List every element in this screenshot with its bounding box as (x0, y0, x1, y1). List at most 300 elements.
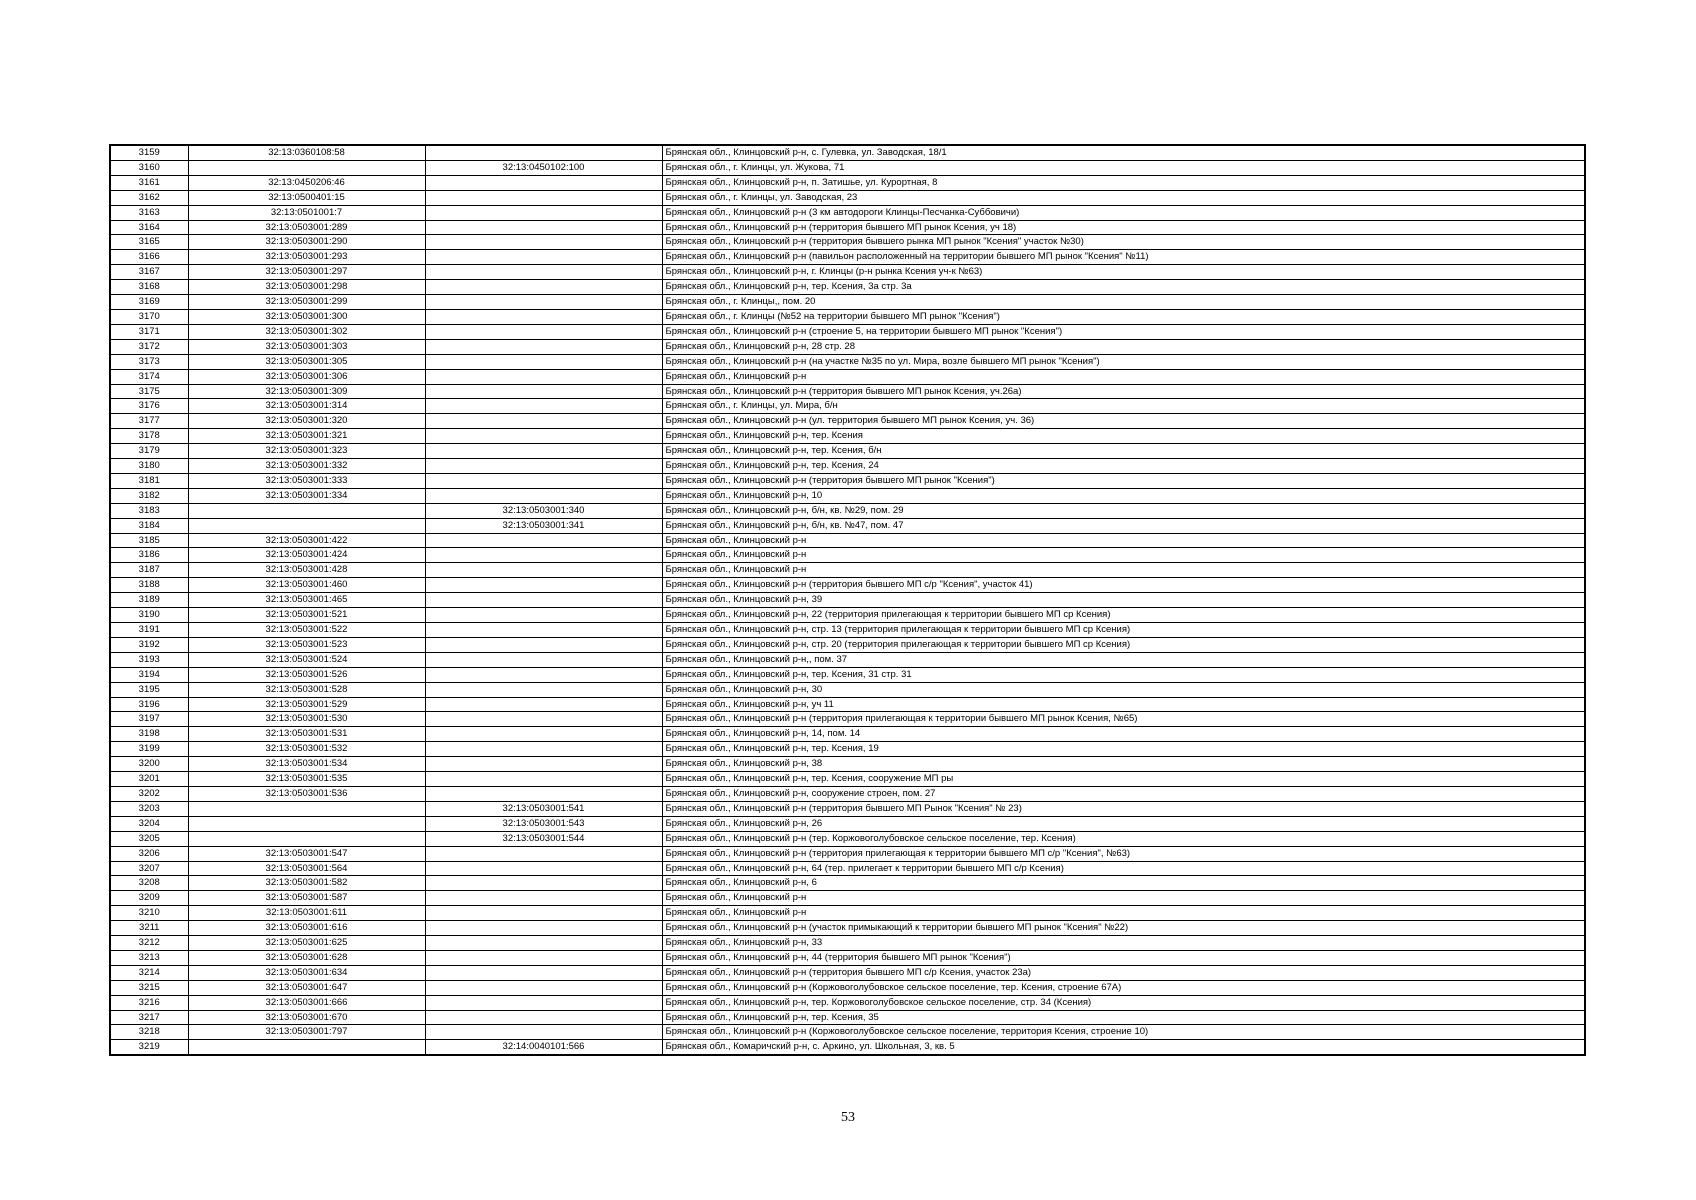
cadastral-number-alt-cell (425, 712, 662, 727)
row-number-cell: 3206 (110, 846, 188, 861)
table-row (110, 697, 1585, 712)
table-row (110, 160, 1585, 175)
cadastral-number-alt-cell: 32:14:0040101:566 (425, 1040, 662, 1055)
cadastral-number-alt-cell (425, 772, 662, 787)
row-number-cell: 3181 (110, 473, 188, 488)
address-cell: Брянская обл., Клинцовский р-н (Коржовоголубовское сельское поселение, территория Ксения, строение 10) (662, 1025, 1585, 1040)
cadastral-number-alt-cell (425, 697, 662, 712)
cadastral-number-alt-cell (425, 637, 662, 652)
cadastral-number-alt-cell (425, 339, 662, 354)
table-row (110, 652, 1585, 667)
cadastral-number-alt-cell (425, 220, 662, 235)
table-row (110, 563, 1585, 578)
row-number-cell: 3194 (110, 667, 188, 682)
registry-table-body (110, 145, 1585, 1055)
cadastral-number-alt-cell (425, 667, 662, 682)
cadastral-number-cell: 32:13:0503001:306 (188, 369, 425, 384)
cadastral-number-cell: 32:13:0503001:309 (188, 384, 425, 399)
table-row (110, 459, 1585, 474)
cadastral-number-alt-cell (425, 757, 662, 772)
table-row (110, 861, 1585, 876)
row-number-cell: 3214 (110, 965, 188, 980)
cadastral-number-alt-cell (425, 533, 662, 548)
table-row (110, 936, 1585, 951)
cadastral-number-alt-cell (425, 682, 662, 697)
cadastral-number-alt-cell: 32:13:0503001:543 (425, 816, 662, 831)
cadastral-number-cell: 32:13:0503001:547 (188, 846, 425, 861)
row-number-cell: 3190 (110, 608, 188, 623)
cadastral-number-cell: 32:13:0500401:15 (188, 190, 425, 205)
table-row (110, 399, 1585, 414)
table-row (110, 891, 1585, 906)
row-number-cell: 3217 (110, 1010, 188, 1025)
row-number-cell: 3205 (110, 831, 188, 846)
address-cell: Брянская обл., г. Клинцы, ул. Заводская, 23 (662, 190, 1585, 205)
address-cell: Брянская обл., Клинцовский р-н (территория прилегающая к территории бывшего МП с/р "Ксения", №63) (662, 846, 1585, 861)
row-number-cell: 3169 (110, 295, 188, 310)
cadastral-number-cell: 32:13:0503001:564 (188, 861, 425, 876)
row-number-cell: 3200 (110, 757, 188, 772)
cadastral-number-alt-cell (425, 995, 662, 1010)
row-number-cell: 3165 (110, 235, 188, 250)
row-number-cell: 3185 (110, 533, 188, 548)
cadastral-number-alt-cell (425, 145, 662, 160)
cadastral-number-cell: 32:13:0503001:647 (188, 980, 425, 995)
row-number-cell: 3212 (110, 936, 188, 951)
cadastral-number-cell: 32:13:0503001:531 (188, 727, 425, 742)
row-number-cell: 3201 (110, 772, 188, 787)
address-cell: Брянская обл., Клинцовский р-н (3 км автодороги Клинцы-Песчанка-Суббовичи) (662, 205, 1585, 220)
table-row (110, 384, 1585, 399)
address-cell: Брянская обл., Клинцовский р-н, стр. 13 (территория прилегающая к территории бывшего МП ср Ксения) (662, 623, 1585, 638)
table-row (110, 265, 1585, 280)
row-number-cell: 3188 (110, 578, 188, 593)
address-cell: Брянская обл., Клинцовский р-н, тер. Ксения (662, 429, 1585, 444)
table-row (110, 339, 1585, 354)
table-row (110, 444, 1585, 459)
address-cell: Брянская обл., Клинцовский р-н (территория бывшего МП с/р "Ксения", участок 41) (662, 578, 1585, 593)
address-cell: Брянская обл., Клинцовский р-н, г. Клинцы (р-н рынка Ксения уч-к №63) (662, 265, 1585, 280)
address-cell: Брянская обл., Клинцовский р-н (662, 906, 1585, 921)
cadastral-number-alt-cell (425, 473, 662, 488)
row-number-cell: 3167 (110, 265, 188, 280)
row-number-cell: 3197 (110, 712, 188, 727)
table-row (110, 593, 1585, 608)
cadastral-number-alt-cell (425, 891, 662, 906)
table-row (110, 876, 1585, 891)
table-row (110, 682, 1585, 697)
row-number-cell: 3198 (110, 727, 188, 742)
cadastral-number-cell: 32:13:0503001:314 (188, 399, 425, 414)
cadastral-number-alt-cell (425, 384, 662, 399)
address-cell: Брянская обл., Клинцовский р-н (662, 563, 1585, 578)
page-number: 53 (841, 1110, 855, 1125)
row-number-cell: 3175 (110, 384, 188, 399)
cadastral-number-cell (188, 831, 425, 846)
address-cell: Брянская обл., Клинцовский р-н, тер. Коржовоголубовское сельское поселение, стр. 34 (Ксения) (662, 995, 1585, 1010)
cadastral-number-alt-cell (425, 205, 662, 220)
cadastral-number-cell: 32:13:0503001:460 (188, 578, 425, 593)
row-number-cell: 3160 (110, 160, 188, 175)
cadastral-number-cell: 32:13:0360108:58 (188, 145, 425, 160)
table-row (110, 414, 1585, 429)
row-number-cell: 3180 (110, 459, 188, 474)
cadastral-number-alt-cell (425, 652, 662, 667)
table-row (110, 801, 1585, 816)
table-row (110, 1040, 1585, 1055)
row-number-cell: 3211 (110, 921, 188, 936)
cadastral-number-alt-cell (425, 593, 662, 608)
address-cell: Брянская обл., Клинцовский р-н (662, 533, 1585, 548)
cadastral-number-alt-cell (425, 1010, 662, 1025)
row-number-cell: 3162 (110, 190, 188, 205)
cadastral-number-cell: 32:13:0503001:530 (188, 712, 425, 727)
row-number-cell: 3168 (110, 280, 188, 295)
cadastral-number-alt-cell (425, 1025, 662, 1040)
property-registry-table (109, 144, 1586, 1056)
table-row (110, 950, 1585, 965)
address-cell: Брянская обл., Клинцовский р-н (строение 5, на территории бывшего МП рынок "Ксения") (662, 324, 1585, 339)
row-number-cell: 3183 (110, 503, 188, 518)
cadastral-number-alt-cell (425, 548, 662, 563)
cadastral-number-alt-cell (425, 190, 662, 205)
cadastral-number-alt-cell (425, 414, 662, 429)
cadastral-number-alt-cell (425, 727, 662, 742)
table-row (110, 533, 1585, 548)
table-row (110, 742, 1585, 757)
table-row (110, 295, 1585, 310)
cadastral-number-cell (188, 160, 425, 175)
cadastral-number-cell: 32:13:0503001:299 (188, 295, 425, 310)
address-cell: Брянская обл., Клинцовский р-н, п. Затишье, ул. Курортная, 8 (662, 175, 1585, 190)
table-row (110, 608, 1585, 623)
table-row (110, 712, 1585, 727)
address-cell: Брянская обл., г. Клинцы, ул. Мира, б/н (662, 399, 1585, 414)
cadastral-number-alt-cell: 32:13:0503001:544 (425, 831, 662, 846)
cadastral-number-alt-cell (425, 578, 662, 593)
address-cell: Брянская обл., Клинцовский р-н, 10 (662, 488, 1585, 503)
address-cell: Брянская обл., Клинцовский р-н, с. Гулевка, ул. Заводская, 18/1 (662, 145, 1585, 160)
cadastral-number-cell: 32:13:0503001:666 (188, 995, 425, 1010)
row-number-cell: 3208 (110, 876, 188, 891)
cadastral-number-alt-cell (425, 965, 662, 980)
cadastral-number-alt-cell (425, 563, 662, 578)
cadastral-number-alt-cell (425, 608, 662, 623)
address-cell: Брянская обл., Клинцовский р-н, тер. Ксения, 35 (662, 1010, 1585, 1025)
cadastral-number-cell: 32:13:0503001:528 (188, 682, 425, 697)
table-row (110, 1010, 1585, 1025)
row-number-cell: 3199 (110, 742, 188, 757)
address-cell: Брянская обл., Клинцовский р-н (662, 548, 1585, 563)
cadastral-number-cell: 32:13:0450206:46 (188, 175, 425, 190)
cadastral-number-cell: 32:13:0503001:332 (188, 459, 425, 474)
cadastral-number-cell: 32:13:0503001:303 (188, 339, 425, 354)
address-cell: Брянская обл., Клинцовский р-н (территория бывшего МП с/р Ксения, участок 23а) (662, 965, 1585, 980)
row-number-cell: 3218 (110, 1025, 188, 1040)
address-cell: Брянская обл., Клинцовский р-н (территория бывшего МП рынок Ксения, уч.26а) (662, 384, 1585, 399)
cadastral-number-alt-cell (425, 921, 662, 936)
table-row (110, 429, 1585, 444)
cadastral-number-alt-cell (425, 742, 662, 757)
table-row (110, 623, 1585, 638)
cadastral-number-cell (188, 518, 425, 533)
address-cell: Брянская обл., Клинцовский р-н, тер. Ксения, 19 (662, 742, 1585, 757)
row-number-cell: 3191 (110, 623, 188, 638)
table-row (110, 280, 1585, 295)
table-row (110, 503, 1585, 518)
cadastral-number-cell: 32:13:0503001:333 (188, 473, 425, 488)
table-row (110, 667, 1585, 682)
cadastral-number-alt-cell (425, 876, 662, 891)
row-number-cell: 3204 (110, 816, 188, 831)
row-number-cell: 3186 (110, 548, 188, 563)
address-cell: Брянская обл., Клинцовский р-н, 38 (662, 757, 1585, 772)
table-row (110, 578, 1585, 593)
table-row (110, 488, 1585, 503)
table-row (110, 369, 1585, 384)
cadastral-number-cell: 32:13:0503001:523 (188, 637, 425, 652)
cadastral-number-alt-cell (425, 488, 662, 503)
address-cell: Брянская обл., Клинцовский р-н (территория прилегающая к территории бывшего МП рынок Ксения, №65) (662, 712, 1585, 727)
cadastral-number-alt-cell (425, 444, 662, 459)
row-number-cell: 3174 (110, 369, 188, 384)
cadastral-number-alt-cell (425, 846, 662, 861)
cadastral-number-alt-cell (425, 429, 662, 444)
cadastral-number-cell: 32:13:0503001:298 (188, 280, 425, 295)
cadastral-number-alt-cell: 32:13:0503001:340 (425, 503, 662, 518)
table-row (110, 786, 1585, 801)
cadastral-number-cell (188, 801, 425, 816)
address-cell: Брянская обл., Клинцовский р-н, 64 (тер. прилегает к территории бывшего МП с/р Ксения) (662, 861, 1585, 876)
cadastral-number-cell: 32:13:0503001:422 (188, 533, 425, 548)
table-row (110, 1025, 1585, 1040)
address-cell: Брянская обл., Клинцовский р-н (павильон расположенный на территории бывшего МП рынок "Ксения" №11) (662, 250, 1585, 265)
row-number-cell: 3176 (110, 399, 188, 414)
table-row (110, 145, 1585, 160)
address-cell: Брянская обл., Комаричский р-н, с. Аркино, ул. Школьная, 3, кв. 5 (662, 1040, 1585, 1055)
cadastral-number-alt-cell (425, 354, 662, 369)
address-cell: Брянская обл., Клинцовский р-н, тер. Ксения, 24 (662, 459, 1585, 474)
cadastral-number-alt-cell: 32:13:0450102:100 (425, 160, 662, 175)
cadastral-number-cell: 32:13:0503001:534 (188, 757, 425, 772)
cadastral-number-cell (188, 1040, 425, 1055)
cadastral-number-alt-cell (425, 280, 662, 295)
address-cell: Брянская обл., Клинцовский р-н (территория бывшего МП рынок Ксения, уч 18) (662, 220, 1585, 235)
row-number-cell: 3179 (110, 444, 188, 459)
row-number-cell: 3195 (110, 682, 188, 697)
cadastral-number-cell: 32:13:0503001:522 (188, 623, 425, 638)
cadastral-number-cell: 32:13:0503001:628 (188, 950, 425, 965)
row-number-cell: 3193 (110, 652, 188, 667)
cadastral-number-cell: 32:13:0503001:634 (188, 965, 425, 980)
cadastral-number-alt-cell (425, 980, 662, 995)
address-cell: Брянская обл., Клинцовский р-н, 26 (662, 816, 1585, 831)
address-cell: Брянская обл., Клинцовский р-н, 6 (662, 876, 1585, 891)
cadastral-number-cell: 32:13:0503001:321 (188, 429, 425, 444)
table-row (110, 921, 1585, 936)
address-cell: Брянская обл., Клинцовский р-н, б/н, кв. №47, пом. 47 (662, 518, 1585, 533)
address-cell: Брянская обл., Клинцовский р-н, 30 (662, 682, 1585, 697)
cadastral-number-cell: 32:13:0503001:305 (188, 354, 425, 369)
row-number-cell: 3173 (110, 354, 188, 369)
table-row (110, 354, 1585, 369)
table-row (110, 637, 1585, 652)
row-number-cell: 3203 (110, 801, 188, 816)
cadastral-number-alt-cell (425, 623, 662, 638)
address-cell: Брянская обл., Клинцовский р-н (территория бывшего рынка МП рынок "Ксения" участок №30) (662, 235, 1585, 250)
table-row (110, 980, 1585, 995)
cadastral-number-cell: 32:13:0503001:535 (188, 772, 425, 787)
row-number-cell: 3216 (110, 995, 188, 1010)
row-number-cell: 3171 (110, 324, 188, 339)
address-cell: Брянская обл., Клинцовский р-н, тер. Ксения, б/н (662, 444, 1585, 459)
cadastral-number-cell: 32:13:0503001:611 (188, 906, 425, 921)
cadastral-number-cell: 32:13:0503001:290 (188, 235, 425, 250)
cadastral-number-cell: 32:13:0503001:616 (188, 921, 425, 936)
cadastral-number-alt-cell (425, 399, 662, 414)
cadastral-number-alt-cell: 32:13:0503001:541 (425, 801, 662, 816)
table-row (110, 518, 1585, 533)
cadastral-number-alt-cell (425, 369, 662, 384)
cadastral-number-cell: 32:13:0503001:526 (188, 667, 425, 682)
row-number-cell: 3166 (110, 250, 188, 265)
address-cell: Брянская обл., г. Клинцы, ул. Жукова, 71 (662, 160, 1585, 175)
row-number-cell: 3207 (110, 861, 188, 876)
table-row (110, 995, 1585, 1010)
cadastral-number-cell: 32:13:0503001:582 (188, 876, 425, 891)
cadastral-number-cell: 32:13:0503001:334 (188, 488, 425, 503)
address-cell: Брянская обл., Клинцовский р-н (участок примыкающий к территории бывшего МП рынок "Ксения" №22) (662, 921, 1585, 936)
row-number-cell: 3189 (110, 593, 188, 608)
address-cell: Брянская обл., Клинцовский р-н, тер. Ксения, 3а стр. 3а (662, 280, 1585, 295)
cadastral-number-cell: 32:13:0501001:7 (188, 205, 425, 220)
table-row (110, 190, 1585, 205)
cadastral-number-cell: 32:13:0503001:428 (188, 563, 425, 578)
table-row (110, 235, 1585, 250)
address-cell: Брянская обл., Клинцовский р-н, 33 (662, 936, 1585, 951)
cadastral-number-alt-cell (425, 175, 662, 190)
cadastral-number-alt-cell (425, 786, 662, 801)
row-number-cell: 3163 (110, 205, 188, 220)
cadastral-number-cell: 32:13:0503001:532 (188, 742, 425, 757)
cadastral-number-cell: 32:13:0503001:797 (188, 1025, 425, 1040)
cadastral-number-cell: 32:13:0503001:297 (188, 265, 425, 280)
row-number-cell: 3219 (110, 1040, 188, 1055)
table-row (110, 965, 1585, 980)
cadastral-number-alt-cell (425, 250, 662, 265)
cadastral-number-alt-cell (425, 459, 662, 474)
row-number-cell: 3161 (110, 175, 188, 190)
cadastral-number-alt-cell (425, 906, 662, 921)
cadastral-number-alt-cell (425, 861, 662, 876)
row-number-cell: 3213 (110, 950, 188, 965)
cadastral-number-alt-cell (425, 309, 662, 324)
address-cell: Брянская обл., Клинцовский р-н (Коржовоголубовское сельское поселение, тер. Ксения, строение 67А) (662, 980, 1585, 995)
row-number-cell: 3159 (110, 145, 188, 160)
table-row (110, 324, 1585, 339)
table-row (110, 309, 1585, 324)
row-number-cell: 3184 (110, 518, 188, 533)
row-number-cell: 3178 (110, 429, 188, 444)
address-cell: Брянская обл., г. Клинцы,, пом. 20 (662, 295, 1585, 310)
cadastral-number-alt-cell (425, 950, 662, 965)
address-cell: Брянская обл., Клинцовский р-н (662, 891, 1585, 906)
address-cell: Брянская обл., Клинцовский р-н, 14, пом. 14 (662, 727, 1585, 742)
table-row (110, 846, 1585, 861)
cadastral-number-cell (188, 816, 425, 831)
table-row (110, 205, 1585, 220)
address-cell: Брянская обл., Клинцовский р-н,, пом. 37 (662, 652, 1585, 667)
address-cell: Брянская обл., Клинцовский р-н, 22 (территория прилегающая к территории бывшего МП ср Ксения) (662, 608, 1585, 623)
cadastral-number-alt-cell (425, 235, 662, 250)
address-cell: Брянская обл., Клинцовский р-н (тер. Коржовоголубовское сельское поселение, тер. Ксения) (662, 831, 1585, 846)
cadastral-number-cell: 32:13:0503001:323 (188, 444, 425, 459)
cadastral-number-alt-cell (425, 265, 662, 280)
table-row (110, 831, 1585, 846)
address-cell: Брянская обл., Клинцовский р-н, уч 11 (662, 697, 1585, 712)
row-number-cell: 3209 (110, 891, 188, 906)
table-row (110, 757, 1585, 772)
address-cell: Брянская обл., Клинцовский р-н (на участке №35 по ул. Мира, возле бывшего МП рынок "Ксения") (662, 354, 1585, 369)
table-row (110, 906, 1585, 921)
row-number-cell: 3192 (110, 637, 188, 652)
row-number-cell: 3164 (110, 220, 188, 235)
row-number-cell: 3196 (110, 697, 188, 712)
cadastral-number-cell (188, 503, 425, 518)
table-row (110, 250, 1585, 265)
cadastral-number-cell: 32:13:0503001:670 (188, 1010, 425, 1025)
address-cell: Брянская обл., Клинцовский р-н, тер. Ксения, сооружение МП ры (662, 772, 1585, 787)
address-cell: Брянская обл., Клинцовский р-н (ул. территория бывшего МП рынок Ксения, уч. 36) (662, 414, 1585, 429)
address-cell: Брянская обл., Клинцовский р-н, 44 (территория бывшего МП рынок "Ксения") (662, 950, 1585, 965)
table-row (110, 772, 1585, 787)
cadastral-number-alt-cell (425, 295, 662, 310)
row-number-cell: 3172 (110, 339, 188, 354)
address-cell: Брянская обл., г. Клинцы (№52 на территории бывшего МП рынок "Ксения") (662, 309, 1585, 324)
cadastral-number-cell: 32:13:0503001:289 (188, 220, 425, 235)
row-number-cell: 3177 (110, 414, 188, 429)
address-cell: Брянская обл., Клинцовский р-н, стр. 20 (территория прилегающая к территории бывшего МП ср Ксения) (662, 637, 1585, 652)
address-cell: Брянская обл., Клинцовский р-н, сооружение строен, пом. 27 (662, 786, 1585, 801)
cadastral-number-cell: 32:13:0503001:529 (188, 697, 425, 712)
table-row (110, 816, 1585, 831)
address-cell: Брянская обл., Клинцовский р-н, 39 (662, 593, 1585, 608)
cadastral-number-cell: 32:13:0503001:524 (188, 652, 425, 667)
cadastral-number-alt-cell (425, 936, 662, 951)
cadastral-number-cell: 32:13:0503001:300 (188, 309, 425, 324)
address-cell: Брянская обл., Клинцовский р-н (территория бывшего МП Рынок "Ксения" № 23) (662, 801, 1585, 816)
cadastral-number-alt-cell: 32:13:0503001:341 (425, 518, 662, 533)
address-cell: Брянская обл., Клинцовский р-н (территория бывшего МП рынок "Ксения") (662, 473, 1585, 488)
cadastral-number-cell: 32:13:0503001:320 (188, 414, 425, 429)
row-number-cell: 3202 (110, 786, 188, 801)
cadastral-number-cell: 32:13:0503001:302 (188, 324, 425, 339)
cadastral-number-cell: 32:13:0503001:424 (188, 548, 425, 563)
address-cell: Брянская обл., Клинцовский р-н (662, 369, 1585, 384)
cadastral-number-cell: 32:13:0503001:625 (188, 936, 425, 951)
row-number-cell: 3215 (110, 980, 188, 995)
row-number-cell: 3210 (110, 906, 188, 921)
cadastral-number-cell: 32:13:0503001:587 (188, 891, 425, 906)
table-row (110, 727, 1585, 742)
address-cell: Брянская обл., Клинцовский р-н, 28 стр. 28 (662, 339, 1585, 354)
cadastral-number-cell: 32:13:0503001:536 (188, 786, 425, 801)
table-row (110, 175, 1585, 190)
cadastral-number-cell: 32:13:0503001:465 (188, 593, 425, 608)
cadastral-number-alt-cell (425, 324, 662, 339)
address-cell: Брянская обл., Клинцовский р-н, тер. Ксения, 31 стр. 31 (662, 667, 1585, 682)
cadastral-number-cell: 32:13:0503001:521 (188, 608, 425, 623)
